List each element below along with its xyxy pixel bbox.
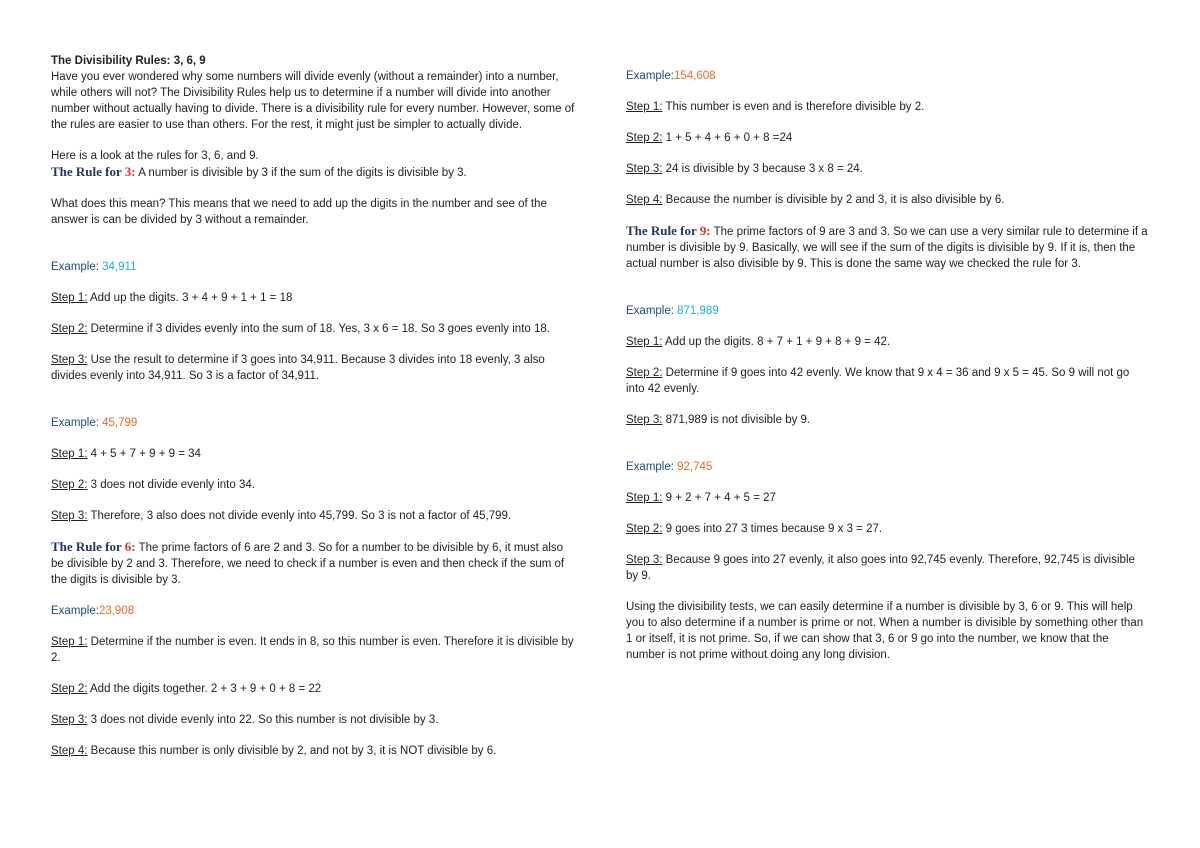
example-number: 154,608 bbox=[673, 70, 716, 82]
rule-6 bbox=[51, 539, 575, 588]
example-34911 bbox=[51, 259, 575, 275]
rule-9-prefix: The Rule for bbox=[626, 223, 700, 238]
example-number: 92,745 bbox=[677, 461, 713, 473]
step-label: Step 3: bbox=[626, 163, 663, 175]
step bbox=[51, 508, 575, 524]
rule-9-text: The prime factors of 9 are 3 and 3. So we can use a very similar rule to determine if a number is divisible by 9. Basically, we will see if the sum of the digits is divisible by 9. If it is, then the actual number is also divisible by 9. This is done the same way we checked the rule for 3. bbox=[626, 226, 1148, 270]
example-label: Example: bbox=[51, 605, 99, 617]
step bbox=[626, 130, 1148, 146]
step-text: 1 + 5 + 4 + 6 + 0 + 8 =24 bbox=[662, 132, 793, 144]
step-label: Step 1: bbox=[51, 448, 88, 460]
document-title: The Divisibility Rules: 3, 6, 9 bbox=[51, 55, 206, 67]
step bbox=[51, 446, 575, 462]
step-label: Step 2: bbox=[626, 132, 663, 144]
step-label: Step 1: bbox=[626, 101, 663, 113]
step-text: 871,989 is not divisible by 9. bbox=[662, 414, 811, 426]
rule-6-prefix: The Rule for bbox=[51, 539, 125, 554]
step-text: Therefore, 3 also does not divide evenly into 45,799. So 3 is not a factor of 45,799. bbox=[87, 510, 512, 522]
lookat-paragraph: Here is a look at the rules for 3, 6, and 9. bbox=[51, 150, 259, 162]
example-154608 bbox=[626, 68, 1148, 84]
step-label: Step 3: bbox=[51, 714, 88, 726]
step-label: Step 1: bbox=[626, 336, 663, 348]
step bbox=[51, 477, 575, 493]
step bbox=[626, 99, 1148, 115]
step bbox=[626, 334, 1148, 350]
meaning-paragraph: What does this mean? This means that we need to add up the digits in the number and see of the answer is can be divided by 3 without a remainder. bbox=[51, 198, 547, 226]
rule-9-number: 9: bbox=[699, 223, 711, 238]
conclusion-paragraph: Using the divisibility tests, we can easily determine if a number is divisible by 3, 6 or 9. This will help you to also determine if a number is prime or not. When a number is divisible by something other than 1 or itself, it is not prime. So, if we can show that 3, 6 or 9 go into the number, we know that the number is not prime without doing any long division. bbox=[626, 601, 1144, 661]
step-text: 9 goes into 27 3 times because 9 x 3 = 27. bbox=[662, 523, 883, 535]
step bbox=[51, 634, 575, 666]
step-label: Step 2: bbox=[51, 683, 88, 695]
example-number: 871,989 bbox=[677, 305, 719, 317]
step-text: Because 9 goes into 27 evenly, it also goes into 92,745 evenly. Therefore, 92,745 is divisible by 9. bbox=[626, 554, 1135, 582]
rule-6-text: The prime factors of 6 are 2 and 3. So for a number to be divisible by 6, it must also be divisible by 2 and 3. Therefore, we need to check if a number is even and then check if the sum of the digits is divisible by 3. bbox=[51, 542, 565, 586]
step-label: Step 4: bbox=[51, 745, 88, 757]
example-number: 34,911 bbox=[102, 261, 137, 273]
step-text: Determine if 9 goes into 42 evenly. We know that 9 x 4 = 36 and 9 x 5 = 45. So 9 will not go into 42 evenly. bbox=[626, 367, 1130, 395]
step bbox=[51, 712, 575, 728]
step bbox=[51, 352, 575, 384]
step-text: Because the number is divisible by 2 and 3, it is also divisible by 6. bbox=[662, 194, 1005, 206]
intro-paragraph: Have you ever wondered why some numbers will divide evenly (without a remainder) into a number, while others will not? The Divisibility Rules help us to determine if a number will divide into another number without actually having to divide. There is a divisibility rule for every number. However, some of the rules are easier to use than others. For the rest, it might just be simpler to actually divide. bbox=[51, 71, 575, 131]
step-text: Determine if the number is even. It ends in 8, so this number is even. Therefore it is divisible by 2. bbox=[51, 636, 574, 664]
step-text: Because this number is only divisible by 2, and not by 3, it is NOT divisible by 6. bbox=[87, 745, 497, 757]
step-label: Step 3: bbox=[51, 354, 88, 366]
example-number: 45,799 bbox=[102, 417, 138, 429]
rule-3-text: A number is divisible by 3 if the sum of the digits is divisible by 3. bbox=[135, 167, 467, 179]
step-text: 3 does not divide evenly into 34. bbox=[87, 479, 255, 491]
step-text: This number is even and is therefore divisible by 2. bbox=[662, 101, 925, 113]
step-label: Step 3: bbox=[626, 414, 663, 426]
step-text: Use the result to determine if 3 goes into 34,911. Because 3 divides into 18 evenly, 3 also divides evenly into 34,911. So 3 is a factor of 34,911. bbox=[51, 354, 545, 382]
rule-3-prefix: The Rule for bbox=[51, 164, 125, 179]
step bbox=[626, 192, 1148, 208]
step bbox=[626, 521, 1148, 537]
step-label: Step 2: bbox=[626, 367, 663, 379]
step-label: Step 1: bbox=[51, 292, 88, 304]
step-label: Step 4: bbox=[626, 194, 663, 206]
step bbox=[626, 365, 1148, 397]
step bbox=[51, 743, 575, 759]
step bbox=[51, 290, 575, 306]
step-text: 9 + 2 + 7 + 4 + 5 = 27 bbox=[662, 492, 776, 504]
step-text: Determine if 3 divides evenly into the sum of 18. Yes, 3 x 6 = 18. So 3 goes evenly into 18. bbox=[87, 323, 550, 335]
example-label: Example: bbox=[51, 261, 103, 273]
step bbox=[626, 412, 1148, 428]
example-label: Example: bbox=[626, 70, 674, 82]
rule-6-number: 6: bbox=[124, 539, 136, 554]
rule-3-number: 3: bbox=[124, 164, 136, 179]
step-label: Step 1: bbox=[51, 636, 88, 648]
example-label: Example: bbox=[626, 461, 678, 473]
step-label: Step 3: bbox=[51, 510, 88, 522]
step bbox=[626, 490, 1148, 506]
step-label: Step 1: bbox=[626, 492, 663, 504]
step-text: Add up the digits. 8 + 7 + 1 + 9 + 8 + 9 = 42. bbox=[662, 336, 891, 348]
example-number: 23,908 bbox=[98, 605, 135, 617]
example-23908 bbox=[51, 603, 575, 619]
step-label: Step 2: bbox=[626, 523, 663, 535]
step-text: Add the digits together. 2 + 3 + 9 + 0 + 8 = 22 bbox=[87, 683, 322, 695]
right-column bbox=[626, 68, 1148, 663]
step-text: Add up the digits. 3 + 4 + 9 + 1 + 1 = 18 bbox=[87, 292, 293, 304]
step-label: Step 3: bbox=[626, 554, 663, 566]
step-text: 24 is divisible by 3 because 3 x 8 = 24. bbox=[662, 163, 863, 175]
rule-3 bbox=[51, 164, 575, 181]
step bbox=[51, 681, 575, 697]
example-92745 bbox=[626, 459, 1148, 475]
example-45799 bbox=[51, 415, 575, 431]
left-column bbox=[51, 53, 575, 759]
step-text: 4 + 5 + 7 + 9 + 9 = 34 bbox=[87, 448, 201, 460]
rule-9 bbox=[626, 223, 1148, 272]
example-label: Example: bbox=[626, 305, 678, 317]
step bbox=[626, 161, 1148, 177]
step-text: 3 does not divide evenly into 22. So this number is not divisible by 3. bbox=[87, 714, 439, 726]
example-label: Example: bbox=[51, 417, 103, 429]
step-label: Step 2: bbox=[51, 323, 88, 335]
step bbox=[51, 321, 575, 337]
step-label: Step 2: bbox=[51, 479, 88, 491]
example-871989 bbox=[626, 303, 1148, 319]
step bbox=[626, 552, 1148, 584]
